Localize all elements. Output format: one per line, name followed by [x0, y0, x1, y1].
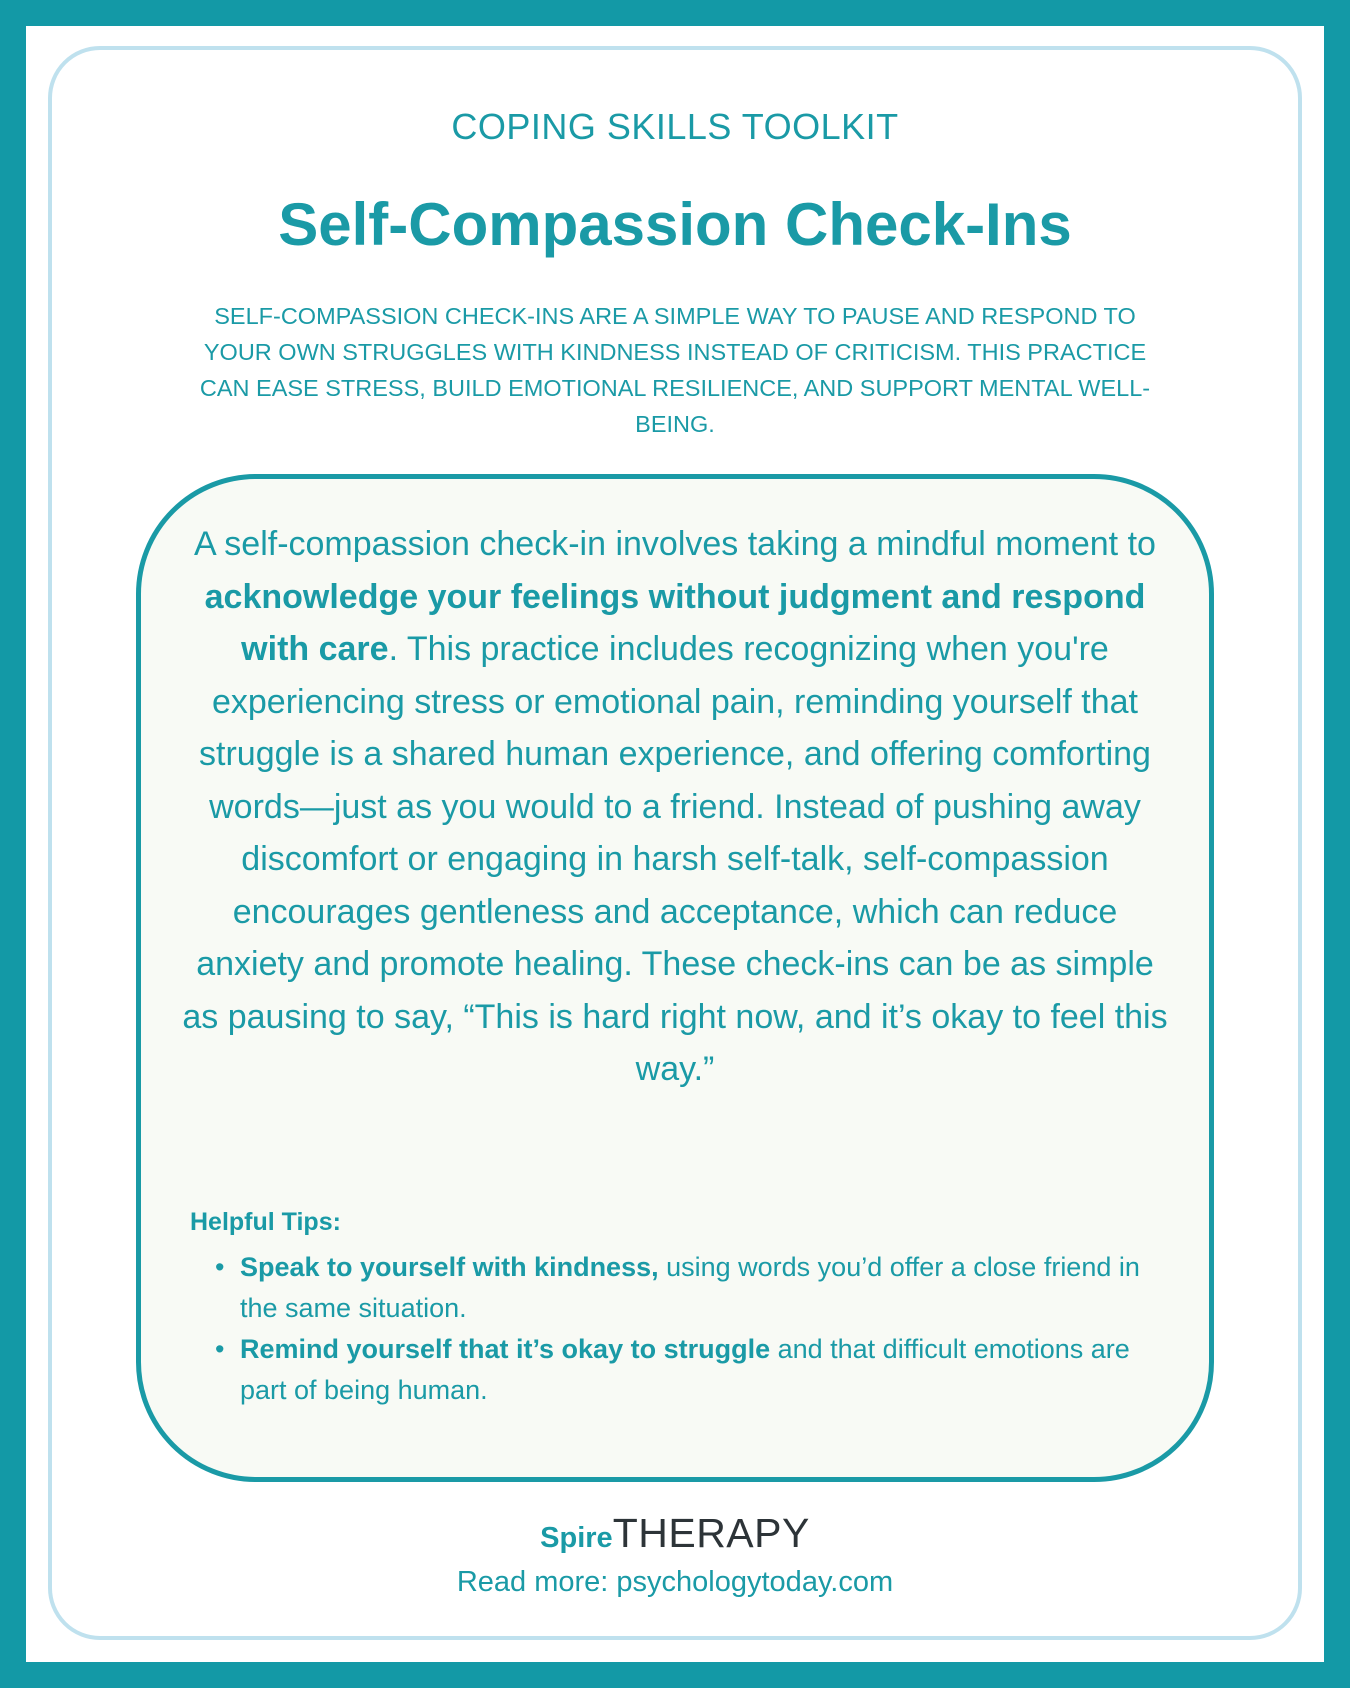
tip-bold-text: Speak to yourself with kindness, — [240, 1252, 659, 1282]
description-highlight: acknowledge your feelings without judgment and respond with care — [204, 577, 1146, 668]
read-more-link[interactable]: Read more: psychologytoday.com — [456, 1566, 894, 1598]
description-paragraph — [176, 518, 1174, 1096]
tips-heading: Helpful Tips: — [190, 1208, 341, 1236]
brand-name-part1: Spire — [540, 1522, 613, 1554]
intro-text: SELF-COMPASSION CHECK-INS ARE A SIMPLE WAY TO PAUSE AND RESPOND TO YOUR OWN STRUGGLES WITH KINDNESS INSTEAD OF CRITICISM. THIS PRACTICE CAN EASE STRESS, BUILD EMOTIONAL RESILIENCE, AND SUPPORT MENTAL WELL-BEING. — [199, 303, 1151, 437]
description-text-start: A self-compassion check-in involves taking a mindful moment to — [194, 525, 1156, 563]
tip-item — [215, 1247, 1145, 1329]
tip-item — [215, 1329, 1145, 1411]
brand-logo — [0, 1510, 1350, 1557]
description-text-end: . This practice includes recognizing when you're experiencing stress or emotional pain, reminding yourself that struggle is a shared human experience, and offering comforting words—just as you would to a friend. Instead of pushing away discomfort or engaging in harsh self-talk, self-compassion encourages gentleness and acceptance, which can reduce anxiety and promote healing. These check-ins can be as simple as pausing to say, “This is hard right now, and it’s okay to feel this way.” — [182, 630, 1168, 1088]
tip-text: using words you’d offer a close friend in the same situation. — [240, 1252, 1140, 1323]
eyebrow-label: COPING SKILLS TOOLKIT — [451, 106, 899, 147]
page-title: Self-Compassion Check-Ins — [278, 191, 1072, 258]
brand-name-part2: THERAPY — [612, 1510, 810, 1556]
tip-text: and that difficult emotions are part of being human. — [240, 1334, 1130, 1405]
tip-bold-text: Remind yourself that it’s okay to struggle — [240, 1334, 771, 1364]
tips-list — [215, 1247, 1145, 1411]
